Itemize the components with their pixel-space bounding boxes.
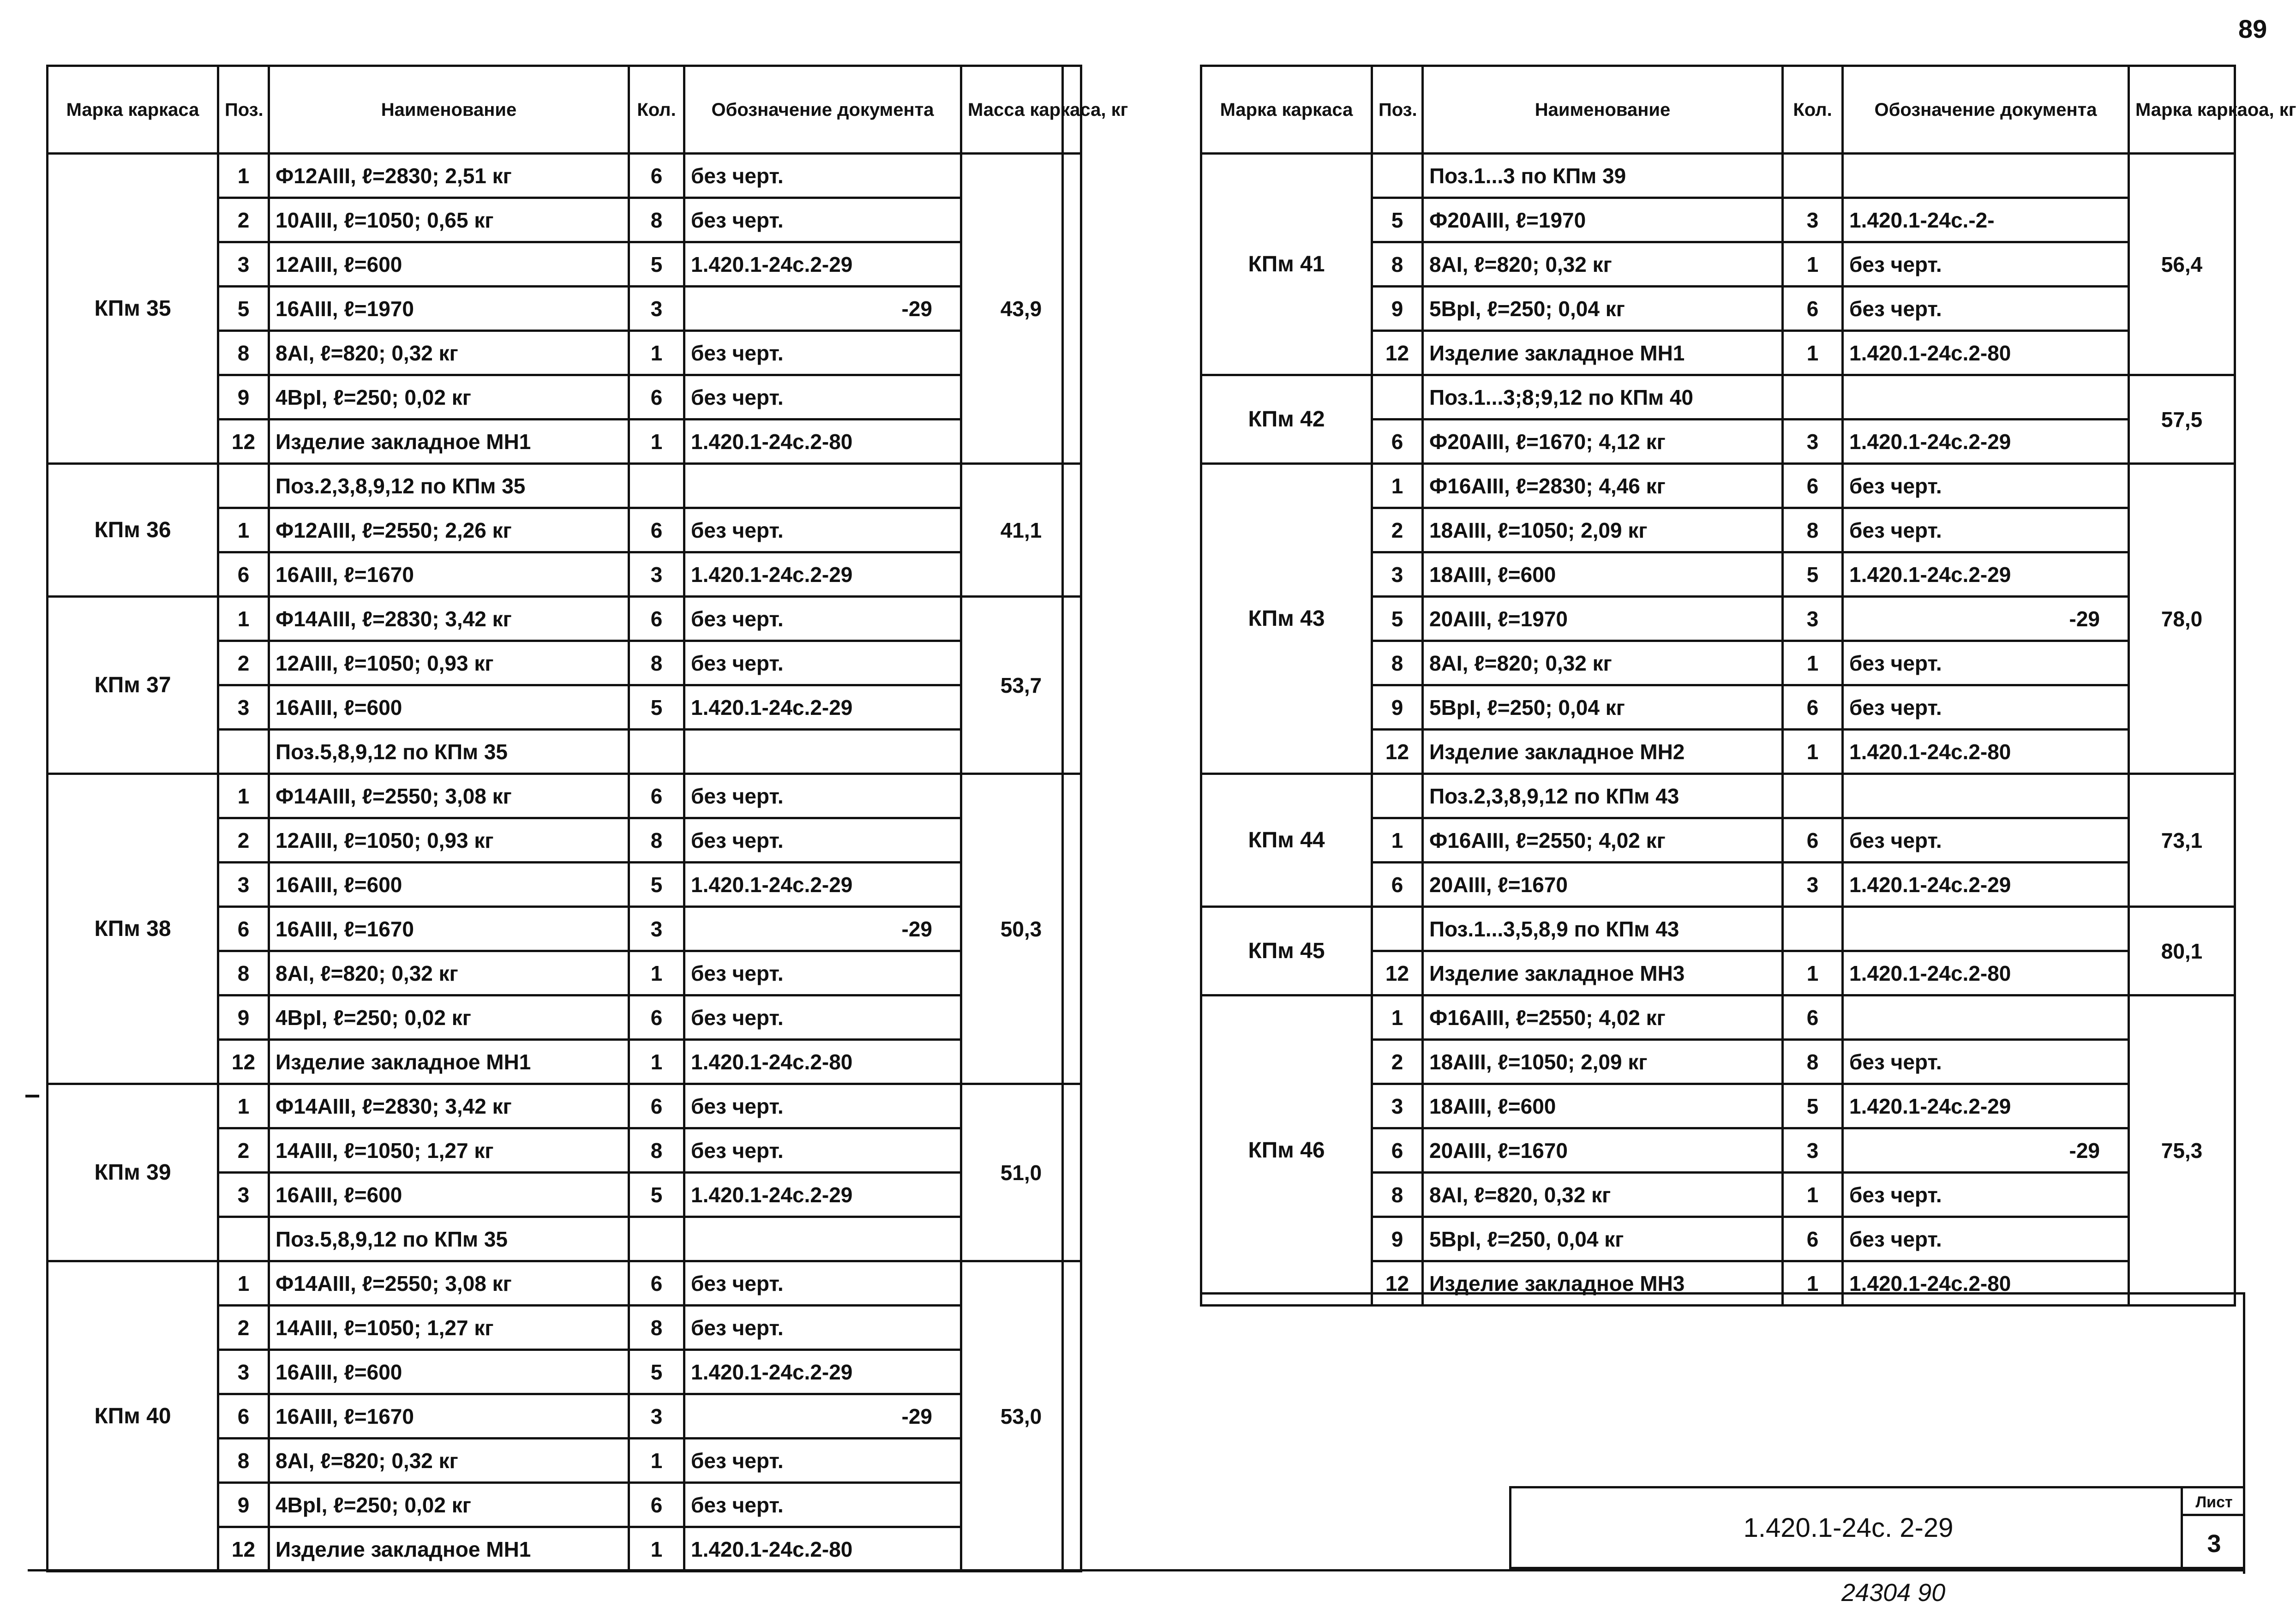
name-cell: Ф16АIII, ℓ=2550; 4,02 кг [1423,995,1783,1040]
name-cell: Ф20АIII, ℓ=1970 [1423,198,1783,242]
document-cell: без черт. [1843,464,2129,508]
frame-mark: КПм 37 [48,597,218,774]
quantity-cell: 3 [1783,198,1843,242]
position-cell: 8 [218,1439,269,1483]
quantity-cell: 6 [1783,685,1843,730]
quantity-cell: 1 [629,1439,684,1483]
name-cell: 8АI, ℓ=820; 0,32 кг [1423,641,1783,685]
document-cell: без черт. [1843,1040,2129,1084]
quantity-cell: 5 [629,1173,684,1217]
position-cell: 1 [218,1261,269,1306]
quantity-cell: 6 [1783,287,1843,331]
quantity-cell: 6 [629,154,684,198]
position-cell: 5 [1372,198,1423,242]
document-cell: 1.420.1-24с.2-29 [684,1173,961,1217]
name-cell: Ф16АIII, ℓ=2550; 4,02 кг [1423,818,1783,863]
table-row [48,597,1081,641]
name-cell: 12АIII, ℓ=600 [269,242,629,287]
quantity-cell: 3 [629,287,684,331]
spec-table-right [1200,65,2296,1307]
position-cell [218,1217,269,1261]
quantity-cell: 8 [629,641,684,685]
name-cell: 18АIII, ℓ=1050; 2,09 кг [1423,508,1783,552]
name-cell: 20АIII, ℓ=1670 [1423,1128,1783,1173]
document-cell: 1.420.1-24с.2-80 [1843,730,2129,774]
document-cell: без черт. [684,375,961,420]
header-qty: Кол. [629,66,684,154]
quantity-cell: 1 [629,420,684,464]
position-cell: 1 [1372,995,1423,1040]
document-cell [1843,995,2129,1040]
position-cell: 1 [218,1084,269,1128]
quantity-cell: 1 [629,1040,684,1084]
document-cell: без черт. [684,154,961,198]
position-cell: 1 [218,597,269,641]
quantity-cell: 1 [1783,331,1843,375]
frame-mark: КПм 43 [1201,464,1372,774]
frame-mass: 51,0 [961,1084,1081,1261]
position-cell: 5 [1372,597,1423,641]
archive-number: 24304 90 [1841,1579,1946,1607]
frame-mass: 56,4 [2129,154,2235,375]
name-cell: 20АIII, ℓ=1970 [1423,597,1783,641]
quantity-cell: 8 [629,1306,684,1350]
document-cell: 1.420.1-24с.2-29 [684,863,961,907]
quantity-cell: 1 [1783,1261,1843,1306]
position-cell [1372,375,1423,420]
quantity-cell: 6 [629,1483,684,1527]
position-cell: 3 [1372,552,1423,597]
frame-mass: 53,7 [961,597,1081,774]
quantity-cell: 6 [1783,995,1843,1040]
position-cell: 2 [218,198,269,242]
name-cell: Изделие закладное МН1 [269,1527,629,1571]
quantity-cell: 3 [629,552,684,597]
frame-mass: 73,1 [2129,774,2235,907]
frame-mark: КПм 35 [48,154,218,464]
header-mark: Марка каркаса [1201,66,1372,154]
quantity-cell: 1 [1783,951,1843,995]
name-cell: Ф14АIII, ℓ=2830; 3,42 кг [269,597,629,641]
position-cell: 12 [1372,951,1423,995]
position-cell: 1 [1372,818,1423,863]
quantity-cell: 1 [629,331,684,375]
position-cell: 2 [218,641,269,685]
position-cell: 2 [218,1128,269,1173]
document-cell: без черт. [1843,287,2129,331]
name-cell: 16АIII, ℓ=600 [269,685,629,730]
header-qty: Кол. [1783,66,1843,154]
name-cell: 8АI, ℓ=820; 0,32 кг [269,331,629,375]
position-cell [1372,907,1423,951]
document-cell: 1.420.1-24с.2-29 [1843,1084,2129,1128]
position-cell [218,464,269,508]
sheet-number: 3 [2207,1530,2221,1558]
position-cell: 5 [218,287,269,331]
quantity-cell: 3 [629,1394,684,1439]
position-cell: 6 [1372,863,1423,907]
header-doc: Обозначение документа [684,66,961,154]
position-cell: 2 [1372,508,1423,552]
quantity-cell: 6 [629,1261,684,1306]
table-row [1201,774,2235,818]
name-cell: 4ВрI, ℓ=250; 0,02 кг [269,1483,629,1527]
header-pos: Поз. [1372,66,1423,154]
position-cell: 3 [218,685,269,730]
header-mass: Марка каркаоа, кг [2129,66,2235,154]
name-cell: 8АI, ℓ=820; 0,32 кг [269,951,629,995]
document-cell: без черт. [684,1306,961,1350]
name-cell: Ф14АIII, ℓ=2550; 3,08 кг [269,774,629,818]
document-cell: 1.420.1-24с.2-29 [1843,863,2129,907]
position-cell: 1 [218,774,269,818]
name-cell: 16АIII, ℓ=600 [269,1350,629,1394]
position-cell: 9 [218,1483,269,1527]
name-cell: 5ВрI, ℓ=250; 0,04 кг [1423,685,1783,730]
document-cell: 1.420.1-24с.2-29 [684,242,961,287]
document-cell [1843,375,2129,420]
document-cell: 1.420.1-24с.2-80 [1843,951,2129,995]
document-cell: без черт. [1843,818,2129,863]
name-cell: 16АIII, ℓ=1670 [269,552,629,597]
document-cell: 1.420.1-24с.2-80 [684,1527,961,1571]
name-cell: 10АIII, ℓ=1050; 0,65 кг [269,198,629,242]
frame-mass: 80,1 [2129,907,2235,995]
quantity-cell: 6 [629,774,684,818]
document-cell: без черт. [1843,242,2129,287]
position-cell [218,730,269,774]
quantity-cell: 3 [1783,420,1843,464]
position-cell: 2 [218,818,269,863]
name-cell: 4ВрI, ℓ=250; 0,02 кг [269,995,629,1040]
name-cell: Изделие закладное МН1 [1423,331,1783,375]
sheet-label: Лист [2183,1488,2245,1516]
quantity-cell: 1 [629,1527,684,1571]
document-cell: без черт. [684,597,961,641]
header-mass: Масса каркаса, кг [961,66,1081,154]
quantity-cell: 6 [629,1084,684,1128]
name-cell: 16АIII, ℓ=600 [269,863,629,907]
document-cell: без черт. [684,951,961,995]
name-cell: 16АIII, ℓ=1670 [269,1394,629,1439]
document-cell: -29 [1843,1128,2129,1173]
document-cell: без черт. [684,1483,961,1527]
document-cell: 1.420.1-24с.2-80 [684,1040,961,1084]
document-cell [684,1217,961,1261]
name-cell: Поз.2,3,8,9,12 по КПм 35 [269,464,629,508]
name-cell: 18АIII, ℓ=600 [1423,1084,1783,1128]
quantity-cell: 6 [629,995,684,1040]
header-doc: Обозначение документа [1843,66,2129,154]
position-cell: 6 [218,1394,269,1439]
table-row [48,154,1081,198]
name-cell: Поз.1...3;8;9,12 по КПм 40 [1423,375,1783,420]
document-cell: без черт. [684,818,961,863]
quantity-cell: 3 [1783,863,1843,907]
document-cell [1843,774,2129,818]
quantity-cell: 6 [629,375,684,420]
quantity-cell: 1 [1783,730,1843,774]
name-cell: Ф14АIII, ℓ=2550; 3,08 кг [269,1261,629,1306]
position-cell: 3 [218,863,269,907]
position-cell: 8 [1372,1173,1423,1217]
title-block [1509,1486,2243,1569]
document-cell: без черт. [1843,685,2129,730]
document-cell: без черт. [684,331,961,375]
document-cell [684,464,961,508]
frame-mark: КПм 38 [48,774,218,1084]
document-cell: 1.420.1-24с.-2- [1843,198,2129,242]
name-cell: 8АI, ℓ=820, 0,32 кг [1423,1173,1783,1217]
name-cell: 12АIII, ℓ=1050; 0,93 кг [269,818,629,863]
quantity-cell [1783,154,1843,198]
position-cell: 12 [218,1527,269,1571]
document-cell: без черт. [684,198,961,242]
position-cell: 8 [1372,242,1423,287]
name-cell: 5ВрI, ℓ=250, 0,04 кг [1423,1217,1783,1261]
spec-body-right [1201,154,2235,1306]
document-cell: без черт. [684,774,961,818]
name-cell: 5ВрI, ℓ=250; 0,04 кг [1423,287,1783,331]
header-pos: Поз. [218,66,269,154]
quantity-cell: 8 [629,1128,684,1173]
quantity-cell: 6 [629,597,684,641]
table-row [1201,907,2235,951]
document-cell [1843,907,2129,951]
document-cell: без черт. [684,995,961,1040]
document-cell: -29 [684,907,961,951]
position-cell: 1 [218,154,269,198]
document-code: 1.420.1-24с. 2-29 [1743,1512,1954,1543]
quantity-cell [629,464,684,508]
position-cell: 6 [218,552,269,597]
name-cell: Изделие закладное МН1 [269,420,629,464]
position-cell: 3 [1372,1084,1423,1128]
name-cell: Изделие закладное МН1 [269,1040,629,1084]
document-cell: 1.420.1-24с.2-80 [1843,331,2129,375]
position-cell: 12 [218,1040,269,1084]
name-cell: 14АIII, ℓ=1050; 1,27 кг [269,1128,629,1173]
name-cell: 18АIII, ℓ=600 [1423,552,1783,597]
name-cell: Изделие закладное МН2 [1423,730,1783,774]
document-cell: без черт. [1843,508,2129,552]
position-cell: 6 [218,907,269,951]
document-cell [1843,154,2129,198]
document-cell: без черт. [1843,641,2129,685]
name-cell: 12АIII, ℓ=1050; 0,93 кг [269,641,629,685]
position-cell: 8 [218,951,269,995]
frame-mass: 41,1 [961,464,1081,597]
position-cell: 2 [218,1306,269,1350]
position-cell [1372,774,1423,818]
margin-tick [25,1095,39,1097]
quantity-cell: 3 [1783,597,1843,641]
quantity-cell: 8 [1783,1040,1843,1084]
document-cell: 1.420.1-24с.2-29 [684,552,961,597]
spec-body-left [48,154,1081,1571]
table-row [1201,375,2235,420]
position-cell: 1 [218,508,269,552]
position-cell: 3 [218,1173,269,1217]
sheet-box [2181,1488,2245,1567]
position-cell: 12 [1372,331,1423,375]
frame-mark: КПм 41 [1201,154,1372,375]
name-cell: Ф12АIII, ℓ=2830; 2,51 кг [269,154,629,198]
quantity-cell [1783,774,1843,818]
table-row [48,774,1081,818]
position-cell: 12 [1372,1261,1423,1306]
document-cell: 1.420.1-24с.2-29 [684,1350,961,1394]
name-cell: 16АIII, ℓ=600 [269,1173,629,1217]
name-cell: Ф14АIII, ℓ=2830; 3,42 кг [269,1084,629,1128]
name-cell: 18АIII, ℓ=1050; 2,09 кг [1423,1040,1783,1084]
quantity-cell: 8 [629,198,684,242]
table-row [48,1261,1081,1306]
quantity-cell [629,1217,684,1261]
position-cell: 3 [218,1350,269,1394]
quantity-cell: 6 [1783,1217,1843,1261]
document-cell: без черт. [1843,1217,2129,1261]
quantity-cell [1783,907,1843,951]
header-mark: Марка каркаса [48,66,218,154]
quantity-cell: 1 [1783,1173,1843,1217]
name-cell: 20АIII, ℓ=1670 [1423,863,1783,907]
document-cell: без черт. [684,1128,961,1173]
document-cell: без черт. [684,1439,961,1483]
spec-table-left [46,65,1128,1572]
name-cell: Поз.1...3 по КПм 39 [1423,154,1783,198]
name-cell: Ф20АIII, ℓ=1670; 4,12 кг [1423,420,1783,464]
document-cell: без черт. [684,641,961,685]
quantity-cell: 5 [1783,1084,1843,1128]
name-cell: Изделие закладное МН3 [1423,1261,1783,1306]
quantity-cell [629,730,684,774]
page-number: 89 [2238,14,2267,43]
quantity-cell: 5 [629,685,684,730]
position-cell: 1 [1372,464,1423,508]
position-cell: 9 [1372,287,1423,331]
document-cell: без черт. [684,508,961,552]
quantity-cell: 6 [1783,464,1843,508]
name-cell: 16АIII, ℓ=1670 [269,907,629,951]
quantity-cell: 3 [629,907,684,951]
frame-mass: 75,3 [2129,995,2235,1306]
document-cell: без черт. [684,1261,961,1306]
name-cell: 14АIII, ℓ=1050; 1,27 кг [269,1306,629,1350]
quantity-cell: 5 [629,863,684,907]
quantity-cell: 6 [1783,818,1843,863]
document-cell: 1.420.1-24с.2-29 [684,685,961,730]
position-cell: 8 [218,331,269,375]
position-cell: 3 [218,242,269,287]
document-cell: -29 [1843,597,2129,641]
quantity-cell: 3 [1783,1128,1843,1173]
quantity-cell: 5 [629,1350,684,1394]
quantity-cell: 1 [1783,641,1843,685]
position-cell: 12 [218,420,269,464]
position-cell: 6 [1372,420,1423,464]
frame-mark: КПм 45 [1201,907,1372,995]
frame-mass: 57,5 [2129,375,2235,464]
quantity-cell: 8 [1783,508,1843,552]
header-name: Наименование [1423,66,1783,154]
position-cell: 6 [1372,1128,1423,1173]
frame-mass: 43,9 [961,154,1081,464]
frame-mark: КПм 36 [48,464,218,597]
name-cell: 16АIII, ℓ=1970 [269,287,629,331]
frame-mark: КПм 42 [1201,375,1372,464]
position-cell: 12 [1372,730,1423,774]
frame-mark: КПм 46 [1201,995,1372,1306]
quantity-cell: 5 [629,242,684,287]
table-row [1201,995,2235,1040]
header-name: Наименование [269,66,629,154]
document-cell: 1.420.1-24с.2-80 [1843,1261,2129,1306]
quantity-cell: 6 [629,508,684,552]
quantity-cell: 1 [1783,242,1843,287]
table-row [1201,154,2235,198]
name-cell: Ф12АIII, ℓ=2550; 2,26 кг [269,508,629,552]
document-cell: -29 [684,287,961,331]
frame-mark: КПм 44 [1201,774,1372,907]
position-cell: 9 [218,995,269,1040]
table-row [48,464,1081,508]
position-cell: 8 [1372,641,1423,685]
name-cell: Поз.2,3,8,9,12 по КПм 43 [1423,774,1783,818]
name-cell: 8АI, ℓ=820; 0,32 кг [269,1439,629,1483]
name-cell: Поз.5,8,9,12 по КПм 35 [269,1217,629,1261]
document-cell: 1.420.1-24с.2-29 [1843,420,2129,464]
name-cell: Ф16АIII, ℓ=2830; 4,46 кг [1423,464,1783,508]
frame-mass: 53,0 [961,1261,1081,1571]
table-row [1201,464,2235,508]
position-cell: 9 [1372,1217,1423,1261]
table-row [48,1084,1081,1128]
document-cell: 1.420.1-24с.2-80 [684,420,961,464]
position-cell [1372,154,1423,198]
frame-mass: 78,0 [2129,464,2235,774]
quantity-cell [1783,375,1843,420]
quantity-cell: 1 [629,951,684,995]
document-cell: -29 [684,1394,961,1439]
name-cell: Поз.1...3,5,8,9 по КПм 43 [1423,907,1783,951]
position-cell: 9 [1372,685,1423,730]
name-cell: Поз.5,8,9,12 по КПм 35 [269,730,629,774]
document-cell: без черт. [684,1084,961,1128]
position-cell: 9 [218,375,269,420]
quantity-cell: 8 [629,818,684,863]
document-cell: без черт. [1843,1173,2129,1217]
frame-mark: КПм 39 [48,1084,218,1261]
name-cell: Изделие закладное МН3 [1423,951,1783,995]
quantity-cell: 5 [1783,552,1843,597]
name-cell: 8АI, ℓ=820; 0,32 кг [1423,242,1783,287]
position-cell: 2 [1372,1040,1423,1084]
frame-mark: КПм 40 [48,1261,218,1571]
document-cell: 1.420.1-24с.2-29 [1843,552,2129,597]
name-cell: 4ВрI, ℓ=250; 0,02 кг [269,375,629,420]
frame-mass: 50,3 [961,774,1081,1084]
document-cell [684,730,961,774]
